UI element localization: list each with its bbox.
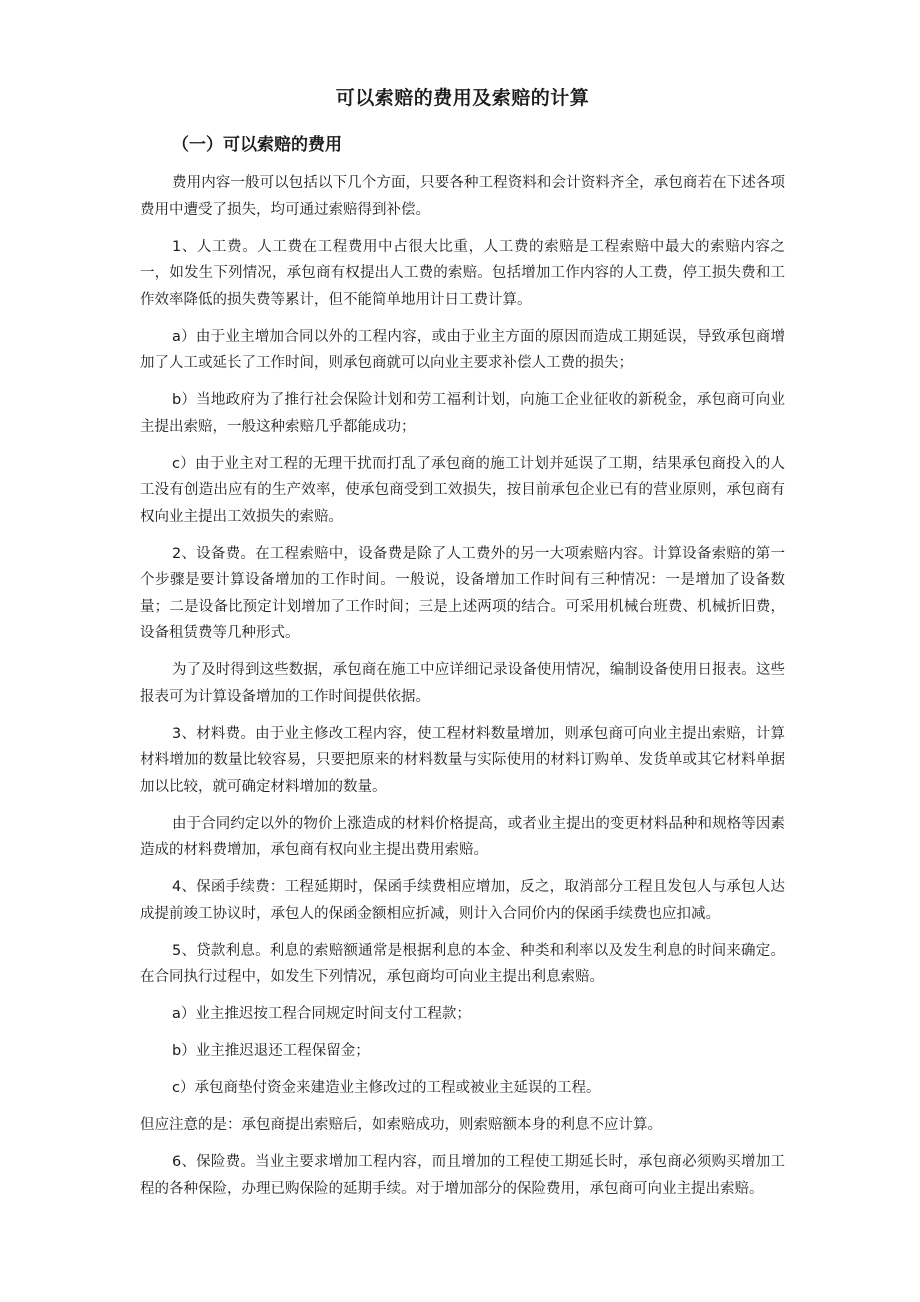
paragraph-material-cost: 3、材料费。由于业主修改工程内容，使工程材料数量增加，则承包商可向业主提出索赔，计算材料增加的数量比较容易，只要把原来的材料数量与实际使用的材料订购单、发货单或其它材料单据加以比较，就可确定材料增加的数量。 bbox=[140, 725, 785, 795]
paragraph-labor-b: b）当地政府为了推行社会保险计划和劳工福利计划，向施工企业征收的新税金，承包商可向业主提出索赔，一般这种索赔几乎都能成功； bbox=[140, 392, 785, 435]
paragraph-interest-note: 但应注意的是：承包商提出索赔后，如索赔成功，则索赔额本身的利息不应计算。 bbox=[140, 1117, 662, 1133]
document-page bbox=[140, 84, 785, 1213]
paragraph-equipment-cost: 2、设备费。在工程索赔中，设备费是除了人工费外的另一大项索赔内容。计算设备索赔的第一个步骤是要计算设备增加的工作时间。一般说，设备增加工作时间有三种情况：一是增加了设备数量；二是设备比预定计划增加了工作时间；三是上述两项的结合。可采用机械台班费、机械折旧费，设备租赁费等几种形式。 bbox=[140, 545, 785, 641]
paragraph-interest-a: a）业主推迟按工程合同规定时间支付工程款； bbox=[172, 1006, 471, 1022]
document-title: 可以索赔的费用及索赔的计算 bbox=[335, 87, 590, 109]
paragraph-intro: 费用内容一般可以包括以下几个方面，只要各种工程资料和会计资料齐全，承包商若在下述各项费用中遭受了损失，均可通过索赔得到补偿。 bbox=[140, 175, 785, 218]
paragraph-guarantee-fee: 4、保函手续费：工程延期时，保函手续费相应增加，反之，取消部分工程且发包人与承包人达成提前竣工协议时，承包人的保函金额相应折减，则计入合同价内的保函手续费也应扣减。 bbox=[140, 879, 785, 922]
paragraph-labor-a: a）由于业主增加合同以外的工程内容，或由于业主方面的原因而造成工期延误，导致承包商增加了人工或延长了工作时间，则承包商就可以向业主要求补偿人工费的损失； bbox=[140, 328, 785, 371]
paragraph-equipment-records: 为了及时得到这些数据，承包商在施工中应详细记录设备使用情况，编制设备使用日报表。这些报表可为计算设备增加的工作时间提供依据。 bbox=[140, 662, 785, 705]
section-heading: （一）可以索赔的费用 bbox=[172, 135, 342, 155]
paragraph-loan-interest: 5、贷款利息。利息的索赔额通常是根据利息的本金、种类和利率以及发生利息的时间来确定。在合同执行过程中，如发生下列情况，承包商均可向业主提出利息索赔。 bbox=[140, 942, 785, 985]
paragraph-interest-c: c）承包商垫付资金来建造业主修改过的工程或被业主延误的工程。 bbox=[172, 1080, 601, 1096]
paragraph-labor-cost: 1、人工费。人工费在工程费用中占很大比重，人工费的索赔是工程索赔中最大的索赔内容之一，如发生下列情况，承包商有权提出人工费的索赔。包括增加工作内容的人工费，停工损失费和工作效率降低的损失费等累计，但不能简单地用计日工费计算。 bbox=[140, 238, 785, 308]
paragraph-material-price: 由于合同约定以外的物价上涨造成的材料价格提高，或者业主提出的变更材料品种和规格等因素造成的材料费增加，承包商有权向业主提出费用索赔。 bbox=[140, 815, 785, 858]
paragraph-insurance-cost: 6、保险费。当业主要求增加工程内容，而且增加的工程使工期延长时，承包商必须购买增加工程的各种保险，办理已购保险的延期手续。对于增加部分的保险费用，承包商可向业主提出索赔。 bbox=[140, 1154, 785, 1197]
paragraph-interest-b: b）业主推迟退还工程保留金； bbox=[172, 1043, 370, 1059]
paragraph-labor-c: c）由于业主对工程的无理干扰而打乱了承包商的施工计划并延误了工期，结果承包商投入的人工没有创造出应有的生产效率，使承包商受到工效损失，按目前承包企业已有的营业原则，承包商有权向业主提出工效损失的索赔。 bbox=[140, 455, 785, 525]
